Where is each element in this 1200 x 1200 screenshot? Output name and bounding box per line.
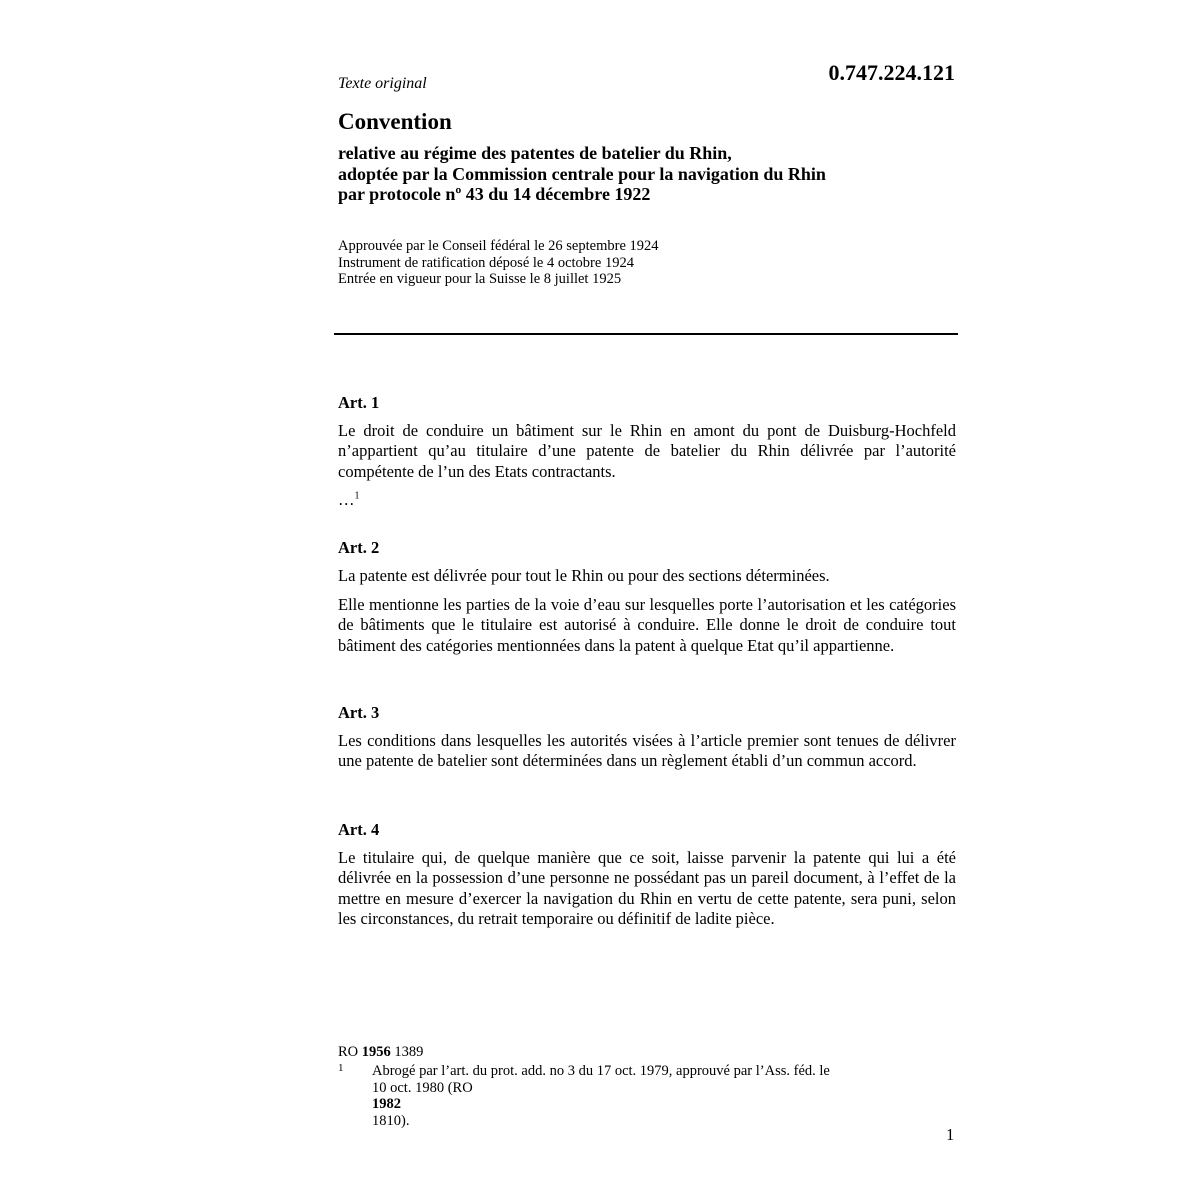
approval-line: Entrée en vigueur pour la Suisse le 8 juillet 1925 xyxy=(338,271,622,287)
footnote-ref[interactable]: 1 xyxy=(354,490,360,502)
article-2-paragraph-1: La patente est délivrée pour tout le Rhin ou pour des sections déterminées. xyxy=(338,566,830,585)
ro-prefix: RO xyxy=(338,1044,359,1060)
footnote-line-2-year: 1982 xyxy=(372,1096,401,1112)
footnote-line-2 xyxy=(372,1080,958,1130)
footnote-line-2-post: 1810). xyxy=(372,1112,410,1129)
footnote-1 xyxy=(338,1063,958,1129)
ellipsis-text: … xyxy=(338,490,355,509)
document-subtitle xyxy=(338,143,958,205)
article-1-repealed-marker xyxy=(338,490,360,510)
article-2-paragraph-2: Elle mentionne les parties de la voie d’eau sur lesquelles porte l’autorisation et les catégories de bâtiments que le titulaire est autorisé à conduire. Elle donne le droit de conduire tout bâtiment des catégories mentionnées dans la patent à quelque Etat qu’il appartienne. xyxy=(338,595,956,655)
subtitle-line: relative au régime des patentes de batelier du Rhin, xyxy=(338,143,732,163)
document-title: Convention xyxy=(338,109,452,134)
footnote-text xyxy=(372,1063,958,1129)
ro-page: 1389 xyxy=(394,1044,424,1060)
approval-line: Instrument de ratification déposé le 4 octobre 1924 xyxy=(338,254,634,271)
approval-block xyxy=(338,238,659,288)
ro-year: 1956 xyxy=(361,1044,391,1060)
approval-line: Approuvée par le Conseil fédéral le 26 septembre 1924 xyxy=(338,238,659,254)
header-divider xyxy=(334,333,958,335)
article-3-heading: Art. 3 xyxy=(338,703,380,722)
page-number: 1 xyxy=(946,1125,955,1144)
footnote-line-1: Abrogé par l’art. du prot. add. no 3 du 17 oct. 1979, approuvé par l’Ass. féd. le xyxy=(372,1063,830,1079)
sr-number: 0.747.224.121 xyxy=(828,60,955,85)
subtitle-line: par protocole nº 43 du 14 décembre 1922 xyxy=(338,184,651,204)
article-1-paragraph-1: Le droit de conduire un bâtiment sur le Rhin en amont du pont de Duisburg-Hochfeld n’appartient qu’au titulaire d’une patente de batelier du Rhin délivrée par l’autorité compétente de l’un des Etats contractants. xyxy=(338,421,956,481)
texte-original-label: Texte original xyxy=(338,75,427,92)
article-4-heading: Art. 4 xyxy=(338,820,380,839)
subtitle-line: adoptée par la Commission centrale pour la navigation du Rhin xyxy=(338,163,826,184)
footnote-line-2-pre: 10 oct. 1980 (RO xyxy=(372,1079,473,1096)
article-3-paragraph-1: Les conditions dans lesquelles les autorités visées à l’article premier sont tenues de délivrer une patente de batelier sont déterminées dans un règlement établi d’un commun accord. xyxy=(338,731,956,771)
article-1-heading: Art. 1 xyxy=(338,393,380,412)
footnote-mark: 1 xyxy=(338,1062,344,1074)
article-2-heading: Art. 2 xyxy=(338,538,380,557)
ro-reference xyxy=(338,1044,423,1061)
article-4-paragraph-1: Le titulaire qui, de quelque manière que ce soit, laisse parvenir la patente qui lui a été délivrée en la possession d’une personne ne possédant pas un pareil document, à l’effet de la mettre en mesure d’exercer la navigation du Rhin en vertu de cette patente, sera puni, selon les circonstances, du retrait temporaire ou définitif de ladite pièce. xyxy=(338,848,956,928)
